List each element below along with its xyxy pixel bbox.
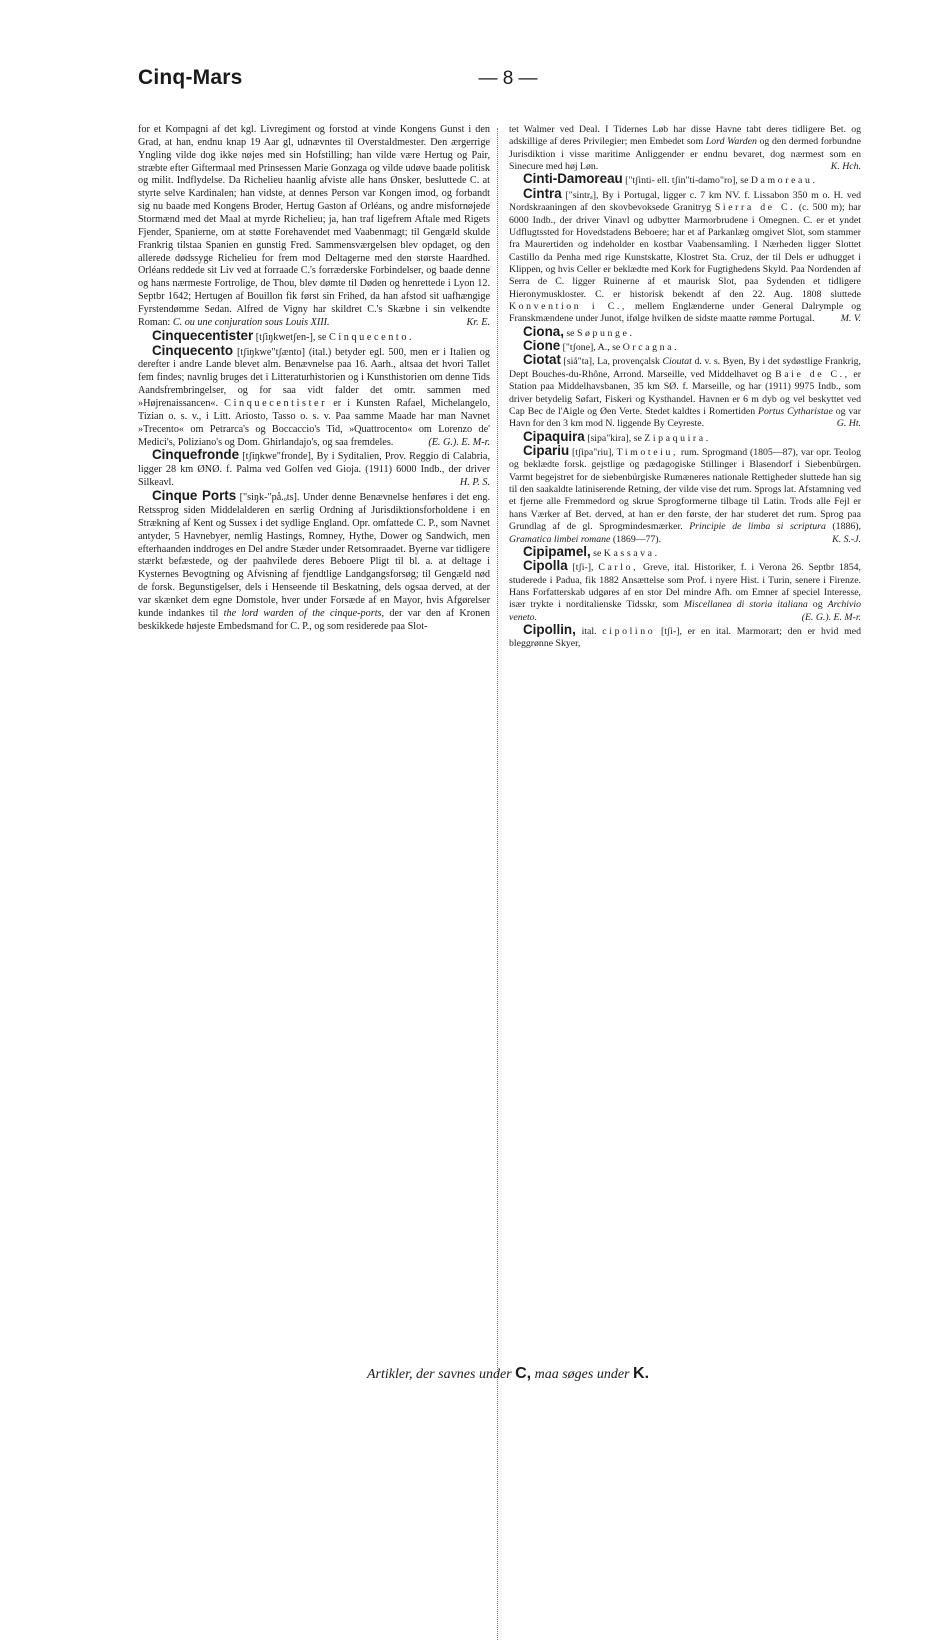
cross-reference: Zipaquira. — [644, 432, 711, 444]
entry-headword: Cintra — [523, 185, 562, 201]
cross-reference: Baie de C., — [775, 368, 850, 380]
author-signature: K. Hch. — [830, 161, 861, 173]
entry-cione: Cione ["tʃone], A., se Orcagna. — [523, 338, 680, 354]
cross-reference: Konvention i C., — [509, 301, 627, 313]
column-divider — [497, 128, 498, 1640]
author-signature: K. S.-J. — [832, 533, 861, 545]
cross-reference: Damoreau. — [750, 175, 818, 187]
entry-headword: Cinquecento — [152, 342, 234, 358]
cross-reference: Søpunge. — [576, 327, 635, 339]
cross-reference: Carlo, — [598, 562, 639, 574]
page-header — [138, 66, 878, 96]
entry-cipollin: Cipollin, ital. cipolino [tʃi-], er en ital. Marmorart; den er hvid med bleggrønne Skyer, — [509, 622, 861, 650]
cross-reference: Cinquecento. — [328, 331, 415, 343]
author-signature: Kr. E. — [466, 316, 490, 328]
entry-cinquecento: Cinquecento [tʃiŋkwe"tʃænto] (ital.) betyder egl. 500, men er i Italien og derefter i andre Lande blevet alm. Benævnelse paa 16. Aarh., altsaa det hvori Tallet fem findes; navnlig bruges det i Litteraturhistorien og i Kunsthistorien om denne Tids Aandsfrembringelser, og for saa vidt falder det omtr. sammen med »Højrenaissancen«. Cinquecentister er i Kunsten Rafael, Michelangelo, Tizian o. s. v., i Litt. Ariosto, Tasso o. s. v. Paa samme Maade har man Navnet »Trecento« om Petrarca's og Boccaccio's Tid, »Quattrocento« om Lorenzo de' Medici's, Poliziano's og Dom. Ghirlandajo's, og saa fremdeles. (E. G.). E. M-r. — [138, 342, 491, 448]
entry-headword: Cipipamel, — [523, 543, 591, 559]
cross-reference: Cinquecentister — [224, 398, 328, 410]
entry-headword: Cipariu — [523, 442, 570, 458]
author-signature: (E. G.). E. M-r. — [428, 436, 490, 448]
entry-headword: Cione — [523, 338, 561, 354]
entry-headword: Cinquefronde — [152, 447, 240, 463]
right-column — [509, 124, 861, 652]
entry-cipaquira: Cipaquira [sipa"kira], se Zipaquira. — [523, 428, 711, 444]
entry-headword: Cipaquira — [523, 428, 585, 444]
entry-headword: Cinti-Damoreau — [523, 171, 623, 187]
left-column — [138, 124, 490, 652]
author-signature: G. Ht. — [836, 418, 861, 430]
entry-headword: Cinque Ports — [152, 488, 237, 504]
entry-cinti-damoreau: Cinti-Damoreau ["tʃinti- ell. tʃin"ti-damo"ro], se Damoreau. — [523, 171, 818, 187]
continued-entry-cinq-mars: for et Kompagni af det kgl. Livregiment og forstod at vinde Kongens Gunst i den Grad, at han, endnu knap 19 Aar gl, udnævntes til Overstaldmester. Den ærgerrige Yngling vilde dog ikke nøjes med sin Hofstilling; han vilde være Hertug og Pair, stræbte efter Giftermaal med Prinsessen Marie Gonzaga og vilde udøve baade politisk og milit. Indflydelse. Da Richelieu haanlig afviste alle hans Ønsker, besluttede C. at styrte selve Kardinalen; han vidste, at dennes Person var Kongen imod, og forbandt sig nu baade med Kongens Broder, Hertug Gaston af Orléans, og andre misfornøjede Stormænd med det Maal at myrde Richelieu; ja, han traf ligefrem Aftale med Rigets Fjender, Spanierne, om at støtte Forehavendet med Vaabenmagt; til Gengæld skulde Frankrig tilstaa Spanien en gunstig Fred. Sammensværgelsen blev opdaget, og den allerede dødssyge Richelieu for frem mod Deltagerne med den største Haardhed. Orléans reddede sit Liv ved at forraade C.'s forræderske Forbindelser, og baade denne og hans nærmeste Fortrolige, de Thou, blev dømte til Døden og henrettede i Lyon 12. Septbr 1642; Hertugen af Bouillon fik først sin Frihed, da han afstod sit uafhængige Fyrstendømme Sedan. Alfred de Vigny har skildret C.'s Skæbne i sin velkendte Roman: C. ou une conjuration sous Louis XIII. Kr. E. — [138, 124, 490, 328]
page-number: — 8 — — [478, 68, 538, 89]
entry-ciotat: Ciotat [siå"ta], La, provençalsk Cioutat d. v. s. Byen, By i det sydøstlige Frankrig, Dept Bouches-du-Rhône, Arrond. Marseille, ved Middelhavet og Baie de C., er Station paa Middelhavsbanen, 35 km SØ. f. Marseille, og har (1911) 9975 Indb., som driver betydelig Søfart, Fiskeri og Kysthandel. Havnen er 6 m dyb og vel beskyttet ved Cap Bec de l'Aigle og Øen Verte. Stedet kaldtes i Romertiden Portus Cytharistae og var Havn for den 3 km mod N. liggende By Ceyreste. G. Ht. — [509, 352, 862, 430]
entry-headword: Cipolla — [523, 558, 568, 574]
cross-reference: cipolino — [602, 626, 656, 638]
entry-headword: Ciona, — [523, 323, 564, 339]
entry-cintra: Cintra ["sintrₐ], By i Portugal, ligger c. 7 km NV. f. Lissabon 350 m o. H. ved Nordskraaningen af den skovbevoksede Granitryg Sierra de C. (c. 500 m); har 6000 Indb., der driver Vinavl og udbytter Marmorbrudene i Omegnen. C. er et yndet Udflugtssted for Hovedstadens Beboere; har et af Parkanlæg omgivet Slot, som stammer fra Maurertiden og indeholder en kostbar Vaabensamling. I Nærheden ligger Slottet Castillo da Penha med rige Kunstskatte, Klostret Sta. Cruz, der til Dels er udhugget i Klippen, og hvis Celler er beklædte med Kork for Fugtighedens Skyld. Paa Nordenden af Serra de C. ligger Ruinerne af et maurisk Slot, paa Sydenden et tidligere Hieronymuskloster. C. er historisk bekendt af den 22. Aug. 1808 sluttede Konvention i C., mellem Englænderne under General Dalrymple og Franskmændene under Junot, ifølge hvilken de sidste maatte rømme Portugal. M. V. — [509, 185, 861, 325]
continued-entry-cinque-ports: tet Walmer ved Deal. I Tidernes Løb har disse Havne tabt deres tidligere Bet. og adskillige af deres Privilegier; men Embedet som Lord Warden og den dermed forbundne Jurisdiktion i visse maritime Anliggender er endnu bevaret, dog nærmest som en Sinecure med høj Løn. K. Hch. — [509, 124, 861, 173]
cross-reference: Orcagna. — [622, 342, 680, 354]
entry-cinquecentister: Cinquecentister [tʃiŋkwetʃen-], se Cinquecento. — [152, 327, 415, 343]
entry-cinquefronde: Cinquefronde [tʃiŋkwe"fronde], By i Syditalien, Prov. Reggio di Calabria, ligger 28 km ØNØ. f. Palma ved Golfen ved Gioja. (1911) 6000 Indb., der driver Silkeavl. H. P. S. — [138, 447, 490, 489]
author-signature: M. V. — [840, 313, 861, 325]
cross-reference: Sierra de C. — [714, 202, 796, 214]
page-footer-note: Artikler, der savnes under C, maa søges under K. — [366, 1365, 650, 1382]
entry-cinque-ports: Cinque Ports ["siŋk-"på.ₒts]. Under denne Benævnelse henføres i det eng. Retssprog siden Middelalderen en særlig Ordning af Jurisdiktionsforholdene i en Strækning af Kent og Sussex i det sydlige England. Opr. omfattede C. P., som Navnet antyder, 5 Havnebyer, nemlig Hastings, Romney, Hythe, Dower og Sandwich, men efterhaanden inddroges en Del andre Stæder under Retsomraadet. Byerne var tidligere stærkt befæstede, og der paahvilede deres Beboere Pligt til bl. a. at deltage i Kysternes Bevogtning og Afvisning af fjendtlige Landgangsforsøg; til Gengæld nød de forsk. Begunstigelser, dels i Henseende til Beskatning, dels ogsaa derved, at der var skænket dem egne Domstole, hver under Forsæde af en Mayor, hvis Afgørelser kunde indankes til the lord warden of the cinque-ports, der var den af Kronen beskikkede højeste Embedsmand for C. P., og som residerede paa Slot- — [138, 488, 491, 632]
entry-cipolla: Cipolla [tʃi-], Carlo, Greve, ital. Historiker, f. i Verona 26. Septbr 1854, studerede i Padua, fik 1882 Ansættelse som Prof. i nyere Hist. i Turin, senere i Firenze. Hans Forfatterskab udgøres af en stor Del mindre Afh. om Emner af speciel Interesse, især trykte i norditalienske Tidsskr, som Miscellanea di storia italiana og Archivio veneto. (E. G.). E. M-r. — [509, 558, 861, 623]
cross-reference: Kassava. — [603, 547, 660, 559]
author-signature: (E. G.). E. M-r. — [801, 611, 861, 623]
entry-headword: Cinquecentister — [152, 327, 254, 343]
running-title: Cinq-Mars — [138, 66, 243, 89]
entry-headword: Cipollin, — [523, 622, 576, 638]
entry-headword: Ciotat — [523, 352, 561, 368]
cross-reference: Timoteiu, — [616, 446, 679, 458]
entry-cipariu: Cipariu [tʃipa"riu], Timoteiu, rum. Sprogmand (1805—87), var opr. Teolog og beklædte forsk. gejstlige og pædagogiske Stillinger i Blasendorf i Siebenbürgen. Varmt begejstret for de siebenbürgiske Rumæneres nationale Rettigheder sluttede han sig til den saakaldte latiniserende Retning, der vilde vise det rum. Sprogs lat. Afstamning ved et fjerne alle Fremmedord og skrue Sprogformerne tilbage til Latin. Trods alle Fejl er hans Værker af Bet. derved, at han er den første, der har studeret det rum. Sprog paa Grundlag af de gl. Sprogmindesmærker. Principie de limba si scriptura (1886), Gramatica limbei romane (1869—77). K. S.-J. — [509, 442, 861, 545]
author-signature: H. P. S. — [459, 477, 490, 489]
entry-cipipamel: Cipipamel, se Kassava. — [523, 543, 660, 559]
entry-ciona: Ciona, se Søpunge. — [523, 323, 635, 339]
